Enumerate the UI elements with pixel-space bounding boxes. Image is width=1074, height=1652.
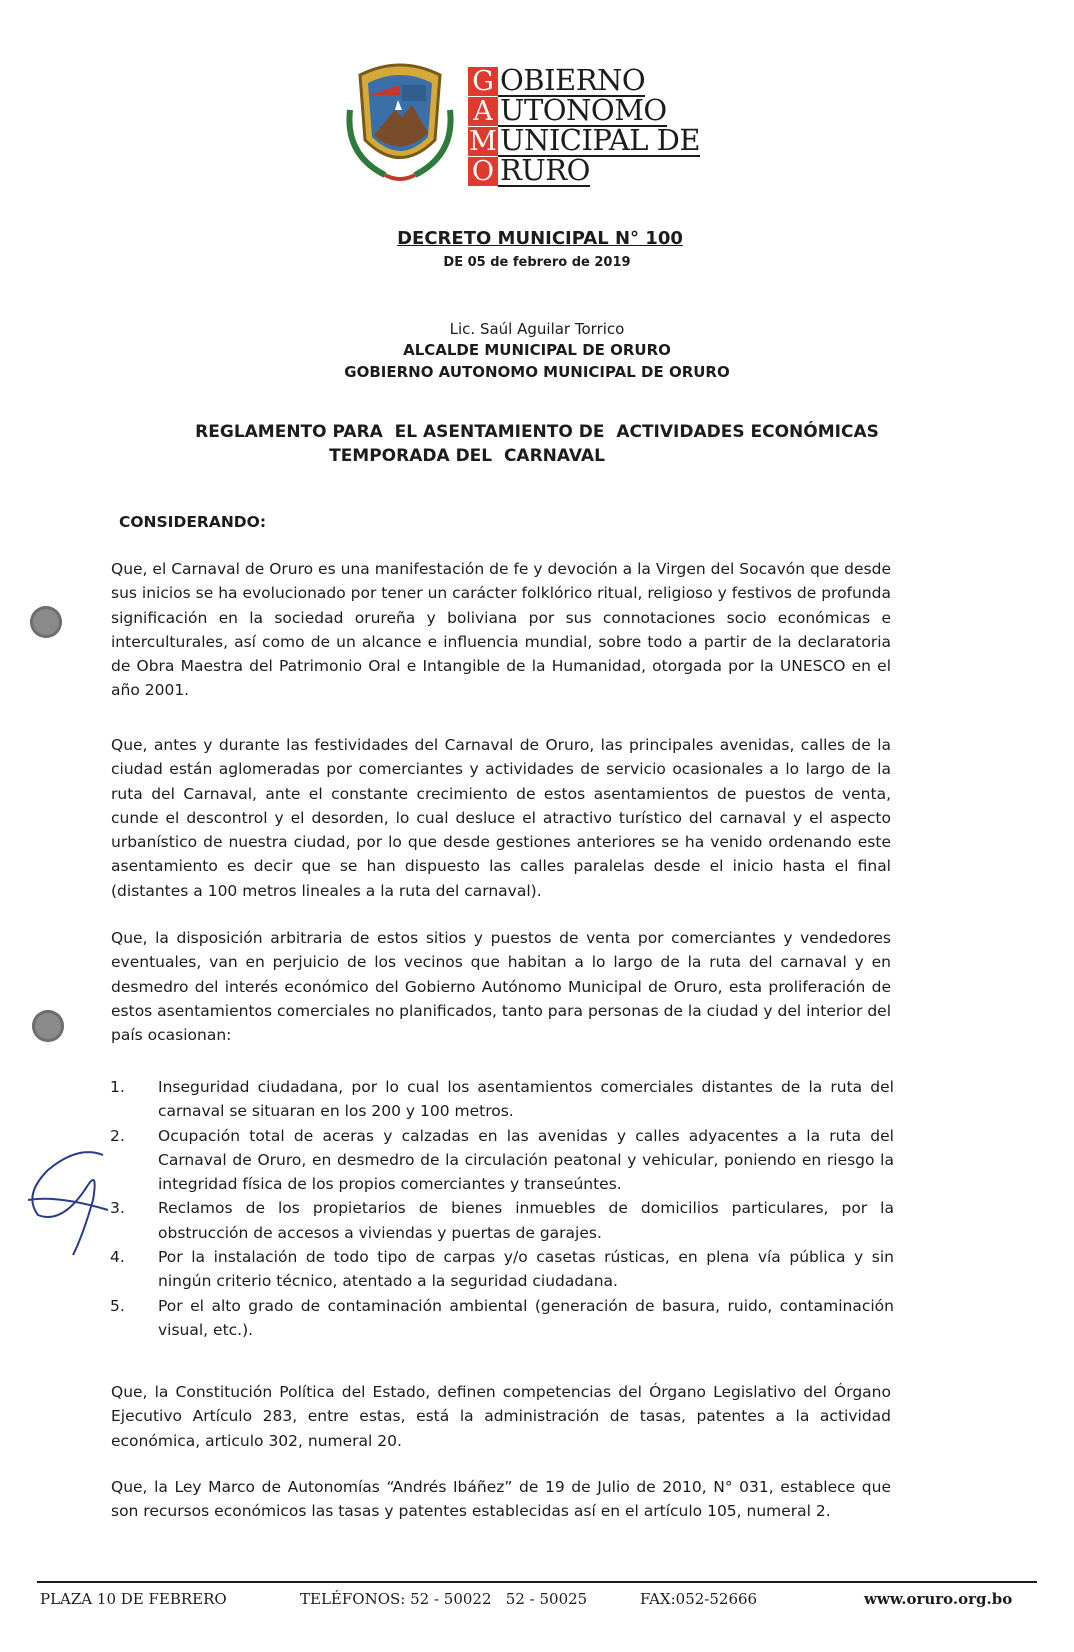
list-number: 2. xyxy=(110,1126,125,1145)
handwritten-signature xyxy=(8,1140,128,1260)
list-item xyxy=(110,1124,894,1197)
municipal-name xyxy=(468,63,701,187)
footer-divider xyxy=(37,1581,1037,1583)
paragraph: Que, antes y durante las festividades del Carnaval de Oruro, las principales avenidas, calles de la ciudad están aglomeradas por comerciantes y actividades de servicio ocasionales a lo largo de la ruta del Carnaval, ante el constante crecimiento de estos asentamientos de puestos de venta, cunde el descontrol y el desorden, lo cual desluce el atractivo turístico del carnaval y el aspecto urbanístico de nuestra ciudad, por lo que desde gestiones anteriores se ha venido ordenando este asentamiento es decir que se han dispuesto las calles paralelas desde el inicio hasta el final (distantes a 100 metros lineales a la ruta del carnaval). xyxy=(111,736,891,900)
list-number: 4. xyxy=(110,1248,125,1267)
regulation-title-line2: TEMPORADA DEL CARNAVAL xyxy=(329,446,605,466)
mayor-title: ALCALDE MUNICIPAL DE ORURO xyxy=(403,341,671,359)
mayor-name: Lic. Saúl Aguilar Torrico xyxy=(449,320,625,338)
logo-letter: A xyxy=(468,97,498,126)
logo-letter: G xyxy=(468,67,498,96)
list-item xyxy=(110,1294,894,1343)
list-text: Ocupación total de aceras y calzadas en las avenidas y calles adyacentes a la ruta del Carnaval de Oruro, en desmedro de la circulación peatonal y vehicular, poniendo en riesgo la integridad física de los propios comerciantes y transeúntes. xyxy=(158,1126,894,1194)
list-item xyxy=(110,1245,894,1294)
punch-hole-bottom xyxy=(32,1010,64,1042)
paragraph: Que, la disposición arbitraria de estos sitios y puestos de venta por comerciantes y vendedores eventuales, van en perjuicio de los vecinos que habitan a lo largo de la ruta del carnaval y en desmedro del interés económico del Gobierno Autónomo Municipal de Oruro, esta proliferación de estos asentamientos comerciales no planificados, tanto para personas de la ciudad y del interior del país ocasionan: xyxy=(111,929,891,1045)
coat-of-arms-icon xyxy=(340,55,460,190)
list-item xyxy=(110,1196,894,1245)
logo-letter: M xyxy=(469,126,497,157)
list-number: 3. xyxy=(110,1199,125,1218)
footer-website: www.oruro.org.bo xyxy=(864,1590,1013,1608)
footer-phones: TELÉFONOS: 52 - 50022 52 - 50025 xyxy=(300,1590,588,1608)
footer-fax: FAX:052-52666 xyxy=(640,1590,758,1608)
list-number: 1. xyxy=(110,1078,125,1096)
logo-word: UNICIPAL DE xyxy=(500,123,701,157)
list-text: Por el alto grado de contaminación ambiental (generación de basura, ruido, contaminación visual, etc.). xyxy=(158,1296,894,1339)
list-number: 5. xyxy=(110,1296,125,1315)
list-text: Reclamos de los propietarios de bienes inmuebles de domicilios particulares, por la obstrucción de accesos a viviendas y puertas de garajes. xyxy=(158,1199,894,1242)
logo-word: RURO xyxy=(500,153,590,187)
list-text: Por la instalación de todo tipo de carpas y/o casetas rústicas, en plena vía pública y sin ningún criterio técnico, atentado a la seguridad ciudadana. xyxy=(158,1248,894,1291)
logo-letter: O xyxy=(468,157,498,186)
footer-address: PLAZA 10 DE FEBRERO xyxy=(40,1590,227,1608)
numbered-list xyxy=(110,1075,894,1342)
list-item xyxy=(110,1075,894,1124)
decree-date: DE 05 de febrero de 2019 xyxy=(443,255,631,270)
municipal-logo xyxy=(340,55,760,195)
list-text: Inseguridad ciudadana, por lo cual los asentamientos comerciales distantes de la ruta del carnaval se situaran en los 200 y 100 metros. xyxy=(158,1078,894,1121)
punch-hole-top xyxy=(30,606,62,638)
logo-word: OBIERNO xyxy=(500,63,646,97)
government-name: GOBIERNO AUTONOMO MUNICIPAL DE ORURO xyxy=(344,363,730,381)
paragraph: Que, la Constitución Política del Estado, definen competencias del Órgano Legislativo del Órgano Ejecutivo Artículo 283, entre estas, está la administración de tasas, patentes a la actividad económica, articulo 302, numeral 20. xyxy=(111,1383,891,1450)
logo-word: UTONOMO xyxy=(500,93,667,127)
decree-title xyxy=(3,228,1074,249)
paragraph: Que, el Carnaval de Oruro es una manifestación de fe y devoción a la Virgen del Socavón que desde sus inicios se ha evolucionado por tener un carácter folklórico ritual, religioso y festivos de profunda significación en la sociedad orureña y boliviana por sus connotaciones socio económicas e interculturales, así como de un alcance e influencia mundial, sobre todo a partir de la declaratoria de Obra Maestra del Patrimonio Oral e Intangible de la Humanidad, otorgada por la UNESCO en el año 2001. xyxy=(111,560,891,700)
logo-row xyxy=(468,153,700,187)
decree-title-text: DECRETO MUNICIPAL N° 100 xyxy=(397,228,683,249)
regulation-title-line1: REGLAMENTO PARA EL ASENTAMIENTO DE ACTIVIDADES ECONÓMICAS xyxy=(195,422,879,442)
considerando-heading: CONSIDERANDO: xyxy=(119,513,267,531)
paragraph: Que, la Ley Marco de Autonomías “Andrés Ibáñez” de 19 de Julio de 2010, N° 031, establece que son recursos económicos las tasas y patentes establecidas así en el artículo 105, numeral 2. xyxy=(111,1478,891,1521)
